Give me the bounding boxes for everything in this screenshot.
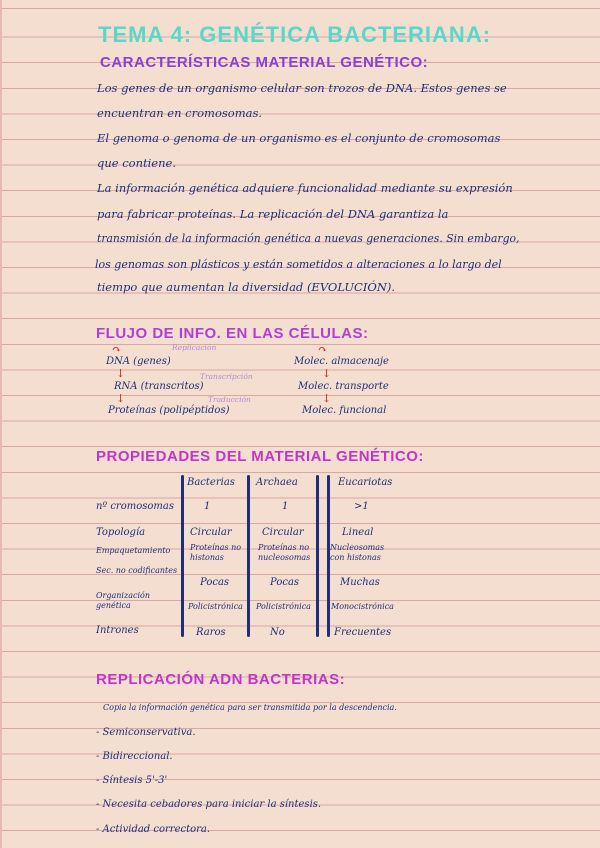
cell: Raros [196, 627, 226, 638]
col-header: Eucariotas [338, 477, 393, 488]
cell: Policistrónica [256, 602, 311, 611]
note-replicacion: Replicación [172, 343, 217, 352]
text-line: El genoma o genoma de un organismo es el conjunto de cromosomas [97, 131, 501, 145]
table-divider [247, 475, 250, 637]
cell: 1 [282, 501, 289, 512]
row-label: nº cromosomas [96, 501, 174, 512]
margin-line [0, 0, 2, 848]
text-line: La información genética adquiere funcionalidad mediante su expresión [97, 181, 513, 195]
heading-flujo: FLUJO DE INFO. EN LAS CÉLULAS: [96, 325, 369, 342]
list-item: - Actividad correctora. [96, 824, 211, 835]
flujo-transporte: Molec. transporte [298, 381, 389, 392]
cell: Proteínas no nucleosomas [258, 543, 311, 562]
note-traduccion: Traducción [208, 395, 251, 404]
down-arrow-icon: ↓ [322, 392, 332, 405]
heading-propiedades: PROPIEDADES DEL MATERIAL GENÉTICO: [96, 448, 424, 465]
replicacion-intro: Copia la información genética para ser transmitida por la descendencia. [103, 703, 397, 712]
flujo-rna: RNA (transcritos) [114, 381, 204, 392]
flujo-almacenaje: Molec. almacenaje [294, 356, 389, 367]
down-arrow-icon: ↓ [116, 367, 126, 380]
col-header: Bacterias [187, 477, 235, 488]
table-divider [181, 475, 184, 637]
text-line: los genomas son plásticos y están sometidos a alteraciones a lo largo del [95, 258, 502, 271]
list-item: - Semiconservativa. [96, 727, 196, 738]
cell: Monocistrónica [331, 602, 394, 611]
cell: Proteínas no histonas [190, 543, 242, 562]
cell: Circular [190, 527, 232, 538]
curved-arrow-icon: ↷ [318, 343, 328, 356]
cell: Frecuentes [334, 627, 392, 638]
row-label: Organización genética [96, 591, 150, 610]
flujo-proteinas: Proteínas (polipéptidos) [108, 405, 230, 416]
page-title: TEMA 4: GENÉTICA BACTERIANA: [98, 22, 492, 47]
row-label: Topología [96, 527, 146, 538]
heading-caracteristicas: CARACTERÍSTICAS MATERIAL GENÉTICO: [100, 54, 429, 71]
cell: Pocas [200, 577, 230, 588]
text-line: Los genes de un organismo celular son trozos de DNA. Estos genes se [97, 81, 507, 95]
list-item: - Bidireccional. [96, 751, 173, 762]
down-arrow-icon: ↓ [116, 392, 126, 405]
text-line: encuentran en cromosomas. [97, 106, 263, 120]
cell: Pocas [270, 577, 300, 588]
cell: Nucleosomas con histonas [330, 543, 385, 562]
list-item: - Síntesis 5'-3' [96, 775, 168, 786]
heading-replicacion: REPLICACIÓN ADN BACTERIAS: [96, 671, 346, 688]
text-line: que contiene. [97, 156, 176, 170]
cell: Circular [262, 527, 304, 538]
text-line: tiempo que aumentan la diversidad (EVOLUCIÓN). [97, 280, 396, 294]
text-line: transmisión de la información genética a nuevas generaciones. Sin embargo, [97, 232, 520, 245]
list-item: - Necesita cebadores para iniciar la síntesis. [96, 799, 322, 810]
cell: 1 [204, 501, 211, 512]
table-divider [316, 475, 319, 637]
row-label: Sec. no codificantes [96, 566, 178, 575]
cell: Muchas [340, 577, 380, 588]
note-transcripcion: Transcripción [200, 372, 253, 381]
flujo-dna: DNA (genes) [106, 356, 171, 367]
col-header: Archaea [256, 477, 298, 488]
curved-arrow-icon: ↷ [112, 343, 122, 356]
flujo-funcional: Molec. funcional [302, 405, 387, 416]
row-label: Empaquetamiento [96, 546, 171, 555]
cell: No [270, 627, 285, 638]
cell: >1 [354, 501, 369, 512]
cell: Policistrónica [188, 602, 243, 611]
down-arrow-icon: ↓ [322, 367, 332, 380]
cell: Lineal [342, 527, 374, 538]
row-label: Intrones [96, 625, 139, 636]
text-line: para fabricar proteínas. La replicación del DNA garantiza la [97, 207, 449, 221]
